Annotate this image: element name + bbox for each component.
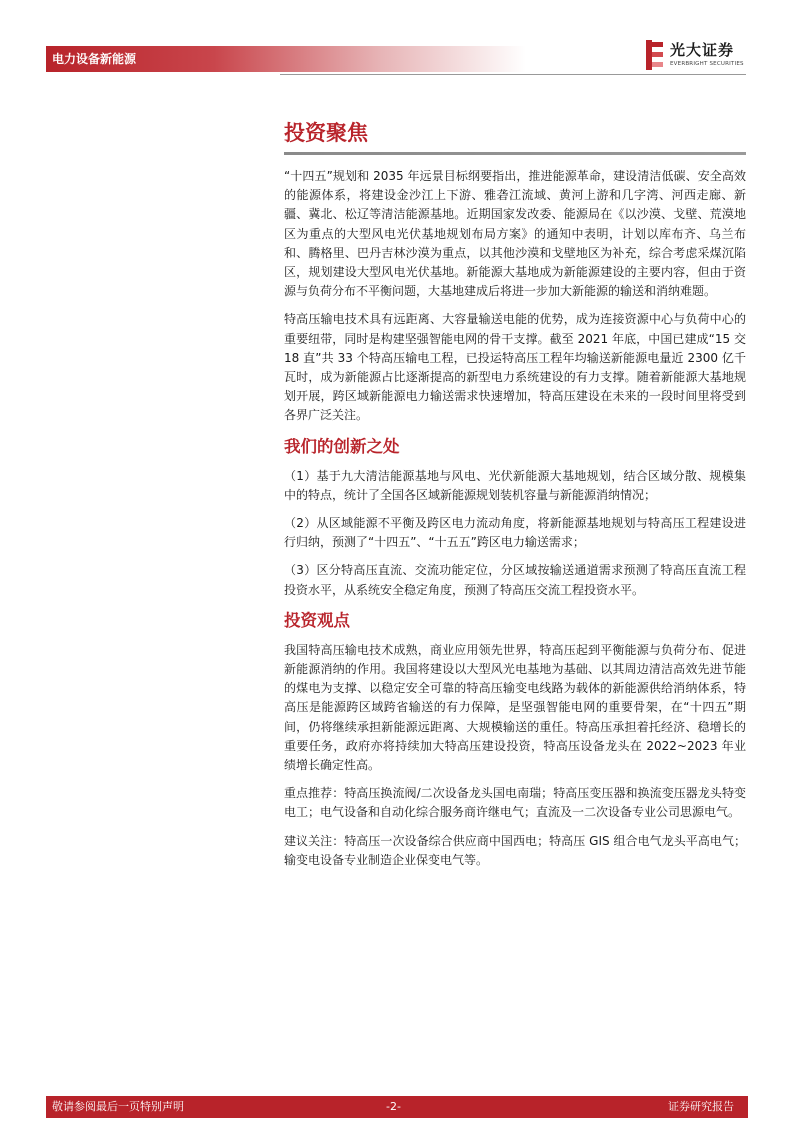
page-number: -2- xyxy=(386,1100,401,1113)
paragraph: 我国特高压输电技术成熟，商业应用领先世界，特高压起到平衡能源与负荷分布、促进新能源消纳的作用。我国将建设以大型风光电基地为基础、以其周边清洁高效先进节能的煤电为支撑、以稳定安全可靠的特高压输变电线路为载体的新能源供给消纳体系，特高压是能源跨区域跨省输送的有力保障，是坚强智能电网的重要骨架，在“十四五”期间，仍将继续承担新能源远距离、大规模输送的重任。特高压承担着托经济、稳增长的重要任务，政府亦将持续加大特高压建设投资，特高压设备龙头在 2022~2023 年业绩增长确定性高。 xyxy=(284,642,746,773)
paragraph: 建议关注：特高压一次设备综合供应商中国西电；特高压 GIS 组合电气龙头平高电气；输变电设备专业制造企业保变电气等。 xyxy=(284,833,746,867)
brand-logo xyxy=(644,40,754,72)
paragraph: （2）从区域能源不平衡及跨区电力流动角度，将新能源基地规划与特高压工程建设进行归纳，预测了“十四五”、“十五五”跨区电力输送需求； xyxy=(284,516,746,550)
header-divider xyxy=(280,74,746,75)
section-title-investment-focus: 投资聚焦 xyxy=(284,121,368,145)
paragraph: “十四五”规划和 2035 年远景目标纲要指出，推进能源革命，建设清洁低碳、安全高效的能源体系，将建设金沙江上下游、雅砻江流域、黄河上游和几字湾、河西走廊、新疆、冀北、松辽等清洁能源基地。近期国家发改委、能源局在《以沙漠、戈壁、荒漠地区为重点的大型风电光伏基地规划布局方案》的通知中表明，计划以库布齐、乌兰布和、腾格里、巴丹吉林沙漠为重点，以其他沙漠和戈壁地区为补充，综合考虑采煤沉陷区，规划建设大型风电光伏基地。新能源大基地成为新能源建设的主要内容，但由于资源与负荷分布不平衡问题，大基地建成后将进一步加大新能源的输送和消纳难题。 xyxy=(284,169,746,299)
main-content xyxy=(284,118,746,879)
paragraph: （3）区分特高压直流、交流功能定位，分区域按输送通道需求预测了特高压直流工程投资水平，从系统安全稳定角度，预测了特高压交流工程投资水平。 xyxy=(284,563,746,597)
brand-name-en: EVERBRIGHT SECURITIES xyxy=(670,61,744,67)
paragraph: 特高压输电技术具有远距离、大容量输送电能的优势，成为连接资源中心与负荷中心的重要纽带，同时是构建坚强智能电网的骨干支撑。截至 2021 年底，中国已建成“15 交 18 直”共 33 个特高压输电工程，已投运特高压工程年均输送新能源电量近 2300 亿千瓦时，成为新能源占比逐渐提高的新型电力系统建设的有力支撑。随着新能源大基地规划开展，跨区域新能源电力输送需求快速增加，特高压建设在未来的一段时间里将受到各界广泛关注。 xyxy=(284,312,746,423)
header-section-title: 电力设备新能源 xyxy=(52,52,137,66)
section-title-investment-view: 投资观点 xyxy=(284,610,350,630)
brand-name-cn: 光大证券 xyxy=(670,41,735,59)
footer-report-type: 证券研究报告 xyxy=(668,1100,734,1113)
everbright-logo-icon xyxy=(644,40,666,70)
title-divider xyxy=(284,152,746,155)
section-title-innovation: 我们的创新之处 xyxy=(284,436,400,456)
paragraph: （1）基于九大清洁能源基地与风电、光伏新能源大基地规划，结合区域分散、规模集中的特点，统计了全国各区域新能源规划装机容量与新能源消纳情况； xyxy=(284,468,746,502)
footer-disclaimer: 敬请参阅最后一页特别声明 xyxy=(52,1100,184,1113)
paragraph: 重点推荐：特高压换流阀/二次设备龙头国电南瑞；特高压变压器和换流变压器龙头特变电工；电气设备和自动化综合服务商许继电气；直流及一二次设备专业公司思源电气。 xyxy=(284,786,746,820)
